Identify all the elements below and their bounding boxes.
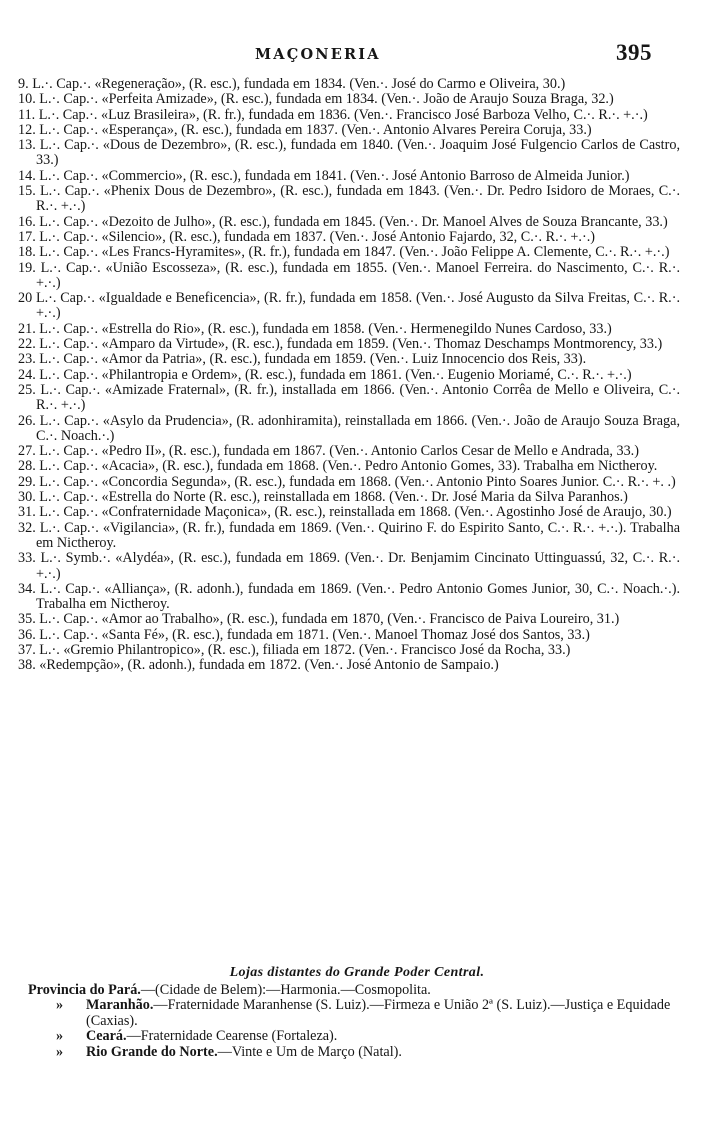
distant-lodges-list: [28, 983, 678, 1060]
lodge-entry: 23. L.·. Cap.·. «Amor da Patria», (R. esc.), fundada em 1859. (Ven.·. Luiz Innocencio dos Reis, 33).: [18, 351, 587, 368]
province-details: —Fraternidade Maranhense (S. Luiz).—Firmeza e União 2ª (S. Luiz).—Justiça e Equidade (Caxias).: [86, 997, 671, 1029]
province-name: Provincia do Pará.: [28, 982, 141, 998]
lodge-entry: 20 L.·. Cap.·. «Igualdade e Beneficencia», (R. fr.), fundada em 1858. (Ven.·. José Augusto da Silva Freitas, C.·. R.·. +.·.): [18, 290, 680, 322]
lodge-entry: 26. L.·. Cap.·. «Asylo da Prudencia», (R. adonhiramita), reinstallada em 1866. (Ven.·. João de Araujo Souza Braga, C.·. Noach.·.): [18, 412, 680, 444]
province-name: Ceará.: [86, 1028, 127, 1045]
ditto-mark: »: [56, 997, 64, 1014]
lodge-entry: 13. L.·. Cap.·. «Dous de Dezembro», (R. esc.), fundada em 1840. (Ven.·. Joaquim José Fulgencio Carlos de Castro, 33.): [18, 137, 680, 169]
running-title: MAÇONERIA: [255, 46, 381, 63]
province-name: Maranhão.: [86, 997, 154, 1014]
lodge-entry: 28. L.·. Cap.·. «Acacia», (R. esc.), fundada em 1868. (Ven.·. Pedro Antonio Gomes, 33). Trabalha em Nictheroy.: [18, 458, 658, 475]
section-heading: Lojas distantes do Grande Poder Central.: [229, 965, 485, 980]
province-name: Rio Grande do Norte.: [86, 1043, 218, 1060]
lodge-entry: 14. L.·. Cap.·. «Commercio», (R. esc.), fundada em 1841. (Ven.·. José Antonio Barroso de Almeida Junior.): [18, 167, 630, 184]
page-header: [0, 40, 714, 74]
province-row: [28, 1045, 678, 1060]
province-row: [28, 983, 678, 998]
lodge-entry: 35. L.·. Cap.·. «Amor ao Trabalho», (R. esc.), fundada em 1870, (Ven.·. Francisco de Paiva Loureiro, 31.): [18, 611, 620, 628]
lodge-entry: 19. L.·. Cap.·. «União Escosseza», (R. esc.), fundada em 1855. (Ven.·. Manoel Ferreira. do Nascimento, C.·. R.·. +.·.): [18, 259, 680, 291]
lodge-entry: 34. L.·. Cap.·. «Alliança», (R. adonh.), fundada em 1869. (Ven.·. Pedro Antonio Gomes Junior, 30, C.·. Noach.·.). Trabalha em Nictheroy.: [18, 580, 680, 613]
lodge-entry: 30. L.·. Cap.·. «Estrella do Norte (R. esc.), reinstallada em 1868. (Ven.·. Dr. José Maria da Silva Paranhos.): [18, 489, 628, 506]
lodge-entry: 38. «Redempção», (R. adonh.), fundada em 1872. (Ven.·. José Antonio de Sampaio.): [18, 657, 499, 674]
lodge-entry: 9. L.·. Cap.·. «Regeneração», (R. esc.), fundada em 1834. (Ven.·. José do Carmo e Oliveira, 30.): [18, 76, 566, 92]
lodge-entry: 32. L.·. Cap.·. «Vigilancia», (R. fr.), fundada em 1869. (Ven.·. Quirino F. do Espirito Santo, C.·. R.·. +.·.). Trabalha em Nictheroy.: [18, 519, 680, 551]
lodge-entry: 11. L.·. Cap.·. «Luz Brasileira», (R. fr.), fundada em 1836. (Ven.·. Francisco José Barboza Velho, C.·. R.·. +.·.): [18, 106, 648, 123]
lodge-entry: 36. L.·. Cap.·. «Santa Fé», (R. esc.), fundada em 1871. (Ven.·. Manoel Thomaz José dos Santos, 33.): [18, 626, 590, 643]
lodge-entry: 10. L.·. Cap.·. «Perfeita Amizade», (R. esc.), fundada em 1834. (Ven.·. João de Araujo Souza Braga, 32.): [18, 91, 614, 108]
lodge-entry: 18. L.·. Cap.·. «Les Francs-Hyramites», (R. fr.), fundada em 1847. (Ven.·. João Felippe A. Clemente, C.·. R.·. +.·.): [18, 244, 670, 261]
lodge-list: [18, 77, 680, 674]
lodge-entry: 29. L.·. Cap.·. «Concordia Segunda», (R. esc.), fundada em 1868. (Ven.·. Antonio Pinto Soares Junior. C.·. R.·. +. .): [18, 473, 676, 490]
ditto-mark: »: [56, 1043, 64, 1060]
province-details: —Fraternidade Cearense (Fortaleza).: [126, 1028, 338, 1045]
lodge-entry: 21. L.·. Cap.·. «Estrella do Rio», (R. esc.), fundada em 1858. (Ven.·. Hermenegildo Nunes Cardoso, 33.): [18, 320, 612, 337]
page-number: 395: [616, 40, 652, 65]
lodge-entry: 16. L.·. Cap.·. «Dezoito de Julho», (R. esc.), fundada em 1845. (Ven.·. Dr. Manoel Alves de Souza Brancante, 33.): [18, 213, 668, 230]
lodge-entry: 31. L.·. Cap.·. «Confraternidade Maçonica», (R. esc.), reinstallada em 1868. (Ven.·. Agostinho José de Araujo, 30.): [18, 504, 672, 521]
lodge-entry: 27. L.·. Cap.·. «Pedro II», (R. esc.), fundada em 1867. (Ven.·. Antonio Carlos Cesar de Mello e Andrada, 33.): [18, 443, 639, 460]
province-row: [28, 998, 678, 1029]
lodge-entry: 15. L.·. Cap.·. «Phenix Dous de Dezembro», (R. esc.), fundada em 1843. (Ven.·. Dr. Pedro Isidoro de Moraes, C.·. R.·. +.·.): [18, 183, 680, 215]
lodge-entry: 22. L.·. Cap.·. «Amparo da Virtude», (R. esc.), fundada em 1859. (Ven.·. Thomaz Deschamps Montmorency, 33.): [18, 336, 663, 353]
province-details: —(Cidade de Belem):—Harmonia.—Cosmopolita.: [140, 982, 431, 998]
lodge-entry: 33. L.·. Symb.·. «Alydéa», (R. esc.), fundada em 1869. (Ven.·. Dr. Benjamim Cincinato Uttinguassú, 32, C.·. R.·. +.·.): [18, 550, 680, 582]
lodge-entry: 24. L.·. Cap.·. «Philantropia e Ordem», (R. esc.), fundada em 1861. (Ven.·. Eugenio Moriamé, C.·. R.·. +.·.): [18, 366, 632, 383]
province-details: —Vinte e Um de Março (Natal).: [217, 1043, 402, 1060]
ditto-mark: »: [56, 1028, 64, 1045]
lodge-entry: 37. L.·. «Gremio Philantropico», (R. esc.), filiada em 1872. (Ven.·. Francisco José da Rocha, 33.): [18, 641, 571, 658]
province-row: [28, 1029, 678, 1044]
lodge-entry: 25. L.·. Cap.·. «Amizade Fraternal», (R. fr.), installada em 1866. (Ven.·. Antonio Corrêa de Mello e Oliveira, C.·. R.·. +.·.): [18, 381, 680, 414]
lodge-entry: 12. L.·. Cap.·. «Esperança», (R. esc.), fundada em 1837. (Ven.·. Antonio Alvares Pereira Coruja, 33.): [18, 121, 592, 138]
lodge-entry: 17. L.·. Cap.·. «Silencio», (R. esc.), fundada em 1837. (Ven.·. José Antonio Fajardo, 32, C.·. R.·. +.·.): [18, 228, 595, 245]
